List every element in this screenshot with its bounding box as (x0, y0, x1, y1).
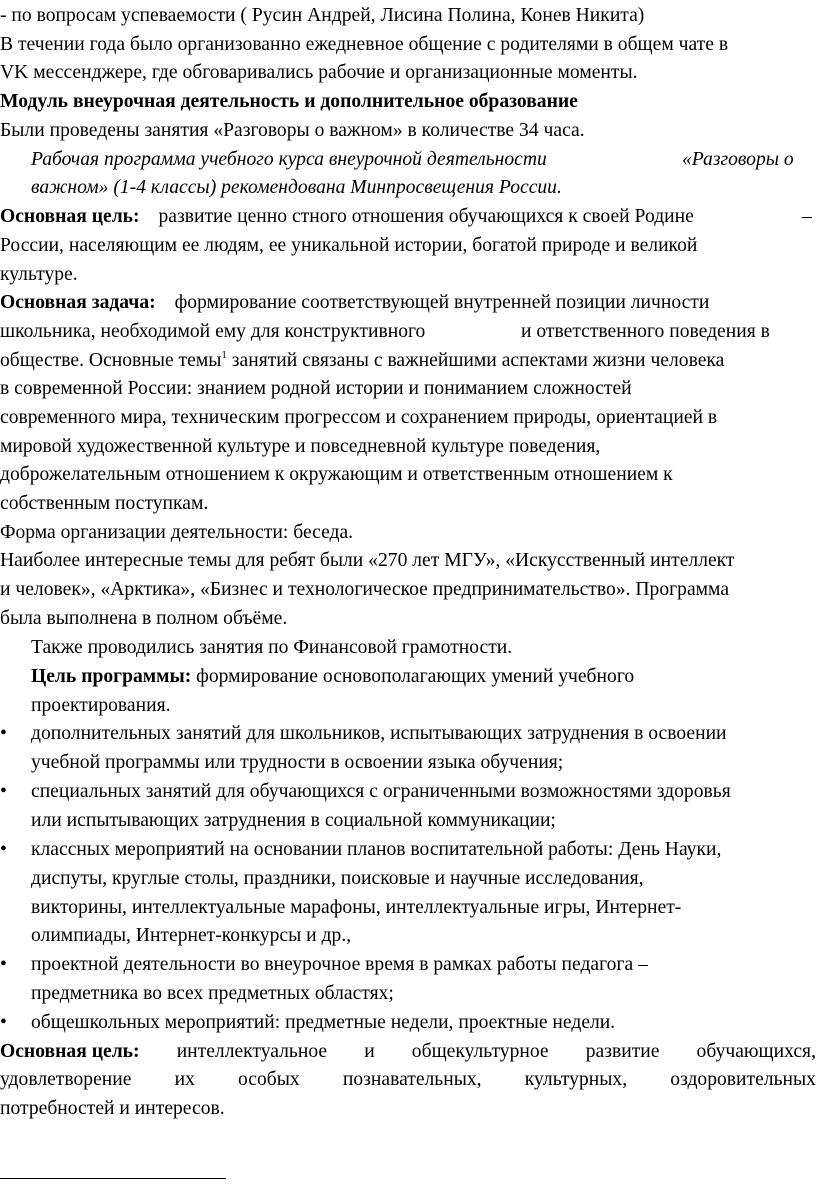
paragraph-line: В течении года было организованно ежедневное общение с родителями в общем чате в (0, 34, 729, 55)
word: удовлетворение (0, 1069, 132, 1090)
bullet-icon: • (0, 954, 7, 975)
list-item (0, 779, 816, 805)
paragraph-line: и человек», «Арктика», «Бизнес и технологическое предпринимательство». Программа (0, 579, 730, 600)
bold-label: Цель программы: (31, 666, 192, 687)
paragraph-line: Были проведены занятия «Разговоры о важном» в количестве 34 часа. (0, 120, 585, 141)
paragraph-line (0, 319, 425, 345)
list-item (0, 952, 816, 978)
paragraph-line (0, 348, 724, 374)
section-heading: Модуль внеурочная деятельность и дополнительное образование (0, 91, 578, 112)
list-item-text: или испытывающих затруднения в социальной коммуникации; (31, 810, 556, 831)
line-text: школьника, необходимой ему для конструктивного (0, 321, 426, 342)
list-item-text: общешкольных мероприятий: предметные недели, проектные недели. (31, 1012, 616, 1033)
bullet-icon: • (0, 839, 7, 860)
paragraph-line: Форма организации деятельности: беседа. (0, 522, 354, 543)
line-text: формирование соответствующей внутренней позиции личности (174, 292, 710, 313)
word: культурных, (524, 1069, 628, 1090)
list-item (0, 721, 816, 747)
footnote-reference[interactable]: 1 (221, 349, 227, 361)
bullet-icon: • (0, 723, 7, 744)
paragraph-line: собственным поступкам. (0, 493, 209, 514)
bullet-icon: • (0, 1012, 7, 1033)
word: особых (238, 1069, 300, 1090)
justified-line (0, 1039, 816, 1065)
word: развитие (585, 1041, 660, 1062)
bold-label: Основная цель: (0, 206, 140, 227)
paragraph-line: России, населяющим ее людям, ее уникальной истории, богатой природе и великой (0, 235, 698, 256)
paragraph-line: была выполнена в полном объёме. (0, 608, 288, 629)
word: обучающихся, (696, 1041, 816, 1062)
list-item (0, 837, 816, 863)
paragraph-line (0, 290, 709, 316)
list-item-text: викторины, интеллектуальные марафоны, интеллектуальные игры, Интернет- (31, 897, 682, 918)
dash: – (802, 206, 812, 227)
paragraph-line: доброжелательным отношением к окружающим и ответственным отношением к (0, 464, 673, 485)
paragraph-line: мировой художественной культуре и повседневной культуре поведения, (0, 436, 601, 457)
list-item-text: предметника во всех предметных областях; (31, 983, 394, 1004)
word: общекультурное (411, 1041, 549, 1062)
paragraph-line: потребностей и интересов. (0, 1098, 225, 1119)
paragraph-line: в современной России: знанием родной истории и пониманием сложностей (0, 378, 632, 399)
line-text: обществе. Основные темы (0, 350, 222, 371)
paragraph-line: Наиболее интересные темы для ребят были «270 лет МГУ», «Искусственный интеллект (0, 550, 735, 571)
list-item-text: диспуты, круглые столы, праздники, поисковые и научные исследования, (31, 868, 644, 889)
italic-line (682, 147, 794, 173)
line-text: формирование основополагающих умений учебного (191, 666, 635, 687)
italic-text: Рабочая программа учебного курса внеурочной деятельности (31, 149, 547, 170)
line-text: развитие ценно стного отношения обучающихся к своей Родине (158, 206, 694, 227)
word: их (174, 1069, 195, 1090)
paragraph-line: - по вопросам успеваемости ( Русин Андрей, Лисина Полина, Конев Никита) (0, 5, 645, 26)
word: и (364, 1041, 375, 1062)
list-item-text: классных мероприятий на основании планов воспитательной работы: День Науки, (31, 839, 722, 860)
bold-label: Основная задача: (0, 292, 156, 313)
word: оздоровительных (670, 1069, 816, 1090)
italic-text: «Разговоры о (682, 149, 794, 170)
list-item-text: олимпиады, Интернет-конкурсы и др., (31, 925, 352, 946)
justified-line (0, 1067, 816, 1093)
italic-line: важном» (1-4 классы) рекомендована Минпросвещения России. (31, 177, 562, 198)
paragraph-line (31, 664, 634, 690)
word: познавательных, (342, 1069, 482, 1090)
paragraph-line: VK мессенджере, где обговаривались рабочие и организационные моменты. (0, 62, 638, 83)
italic-line (31, 147, 547, 173)
bold-label: Основная цель: (0, 1041, 140, 1062)
list-item-text: дополнительных занятий для школьников, испытывающих затруднения в освоении (31, 723, 727, 744)
paragraph-line: проектирования. (31, 695, 171, 716)
paragraph-line: современного мира, техническим прогрессом и сохранением природы, ориентацией в (0, 407, 718, 428)
bullet-icon: • (0, 781, 7, 802)
paragraph-line: Также проводились занятия по Финансовой грамотности. (31, 637, 513, 658)
footnote-separator (0, 1178, 226, 1179)
list-item-text: учебной программы или трудности в освоении языка обучения; (31, 752, 564, 773)
list-item-text: проектной деятельности во внеурочное время в рамках работы педагога – (31, 954, 648, 975)
line-text: и ответственного поведения в (521, 321, 770, 342)
list-item (0, 1010, 816, 1036)
paragraph-line (521, 319, 770, 345)
list-item-text: специальных занятий для обучающихся с ограниченными возможностями здоровья (31, 781, 731, 802)
paragraph-line (0, 204, 816, 230)
line-text: занятий связаны с важнейшими аспектами жизни человека (226, 350, 725, 371)
paragraph-line: культуре. (0, 264, 78, 285)
word: интеллектуальное (176, 1041, 328, 1062)
